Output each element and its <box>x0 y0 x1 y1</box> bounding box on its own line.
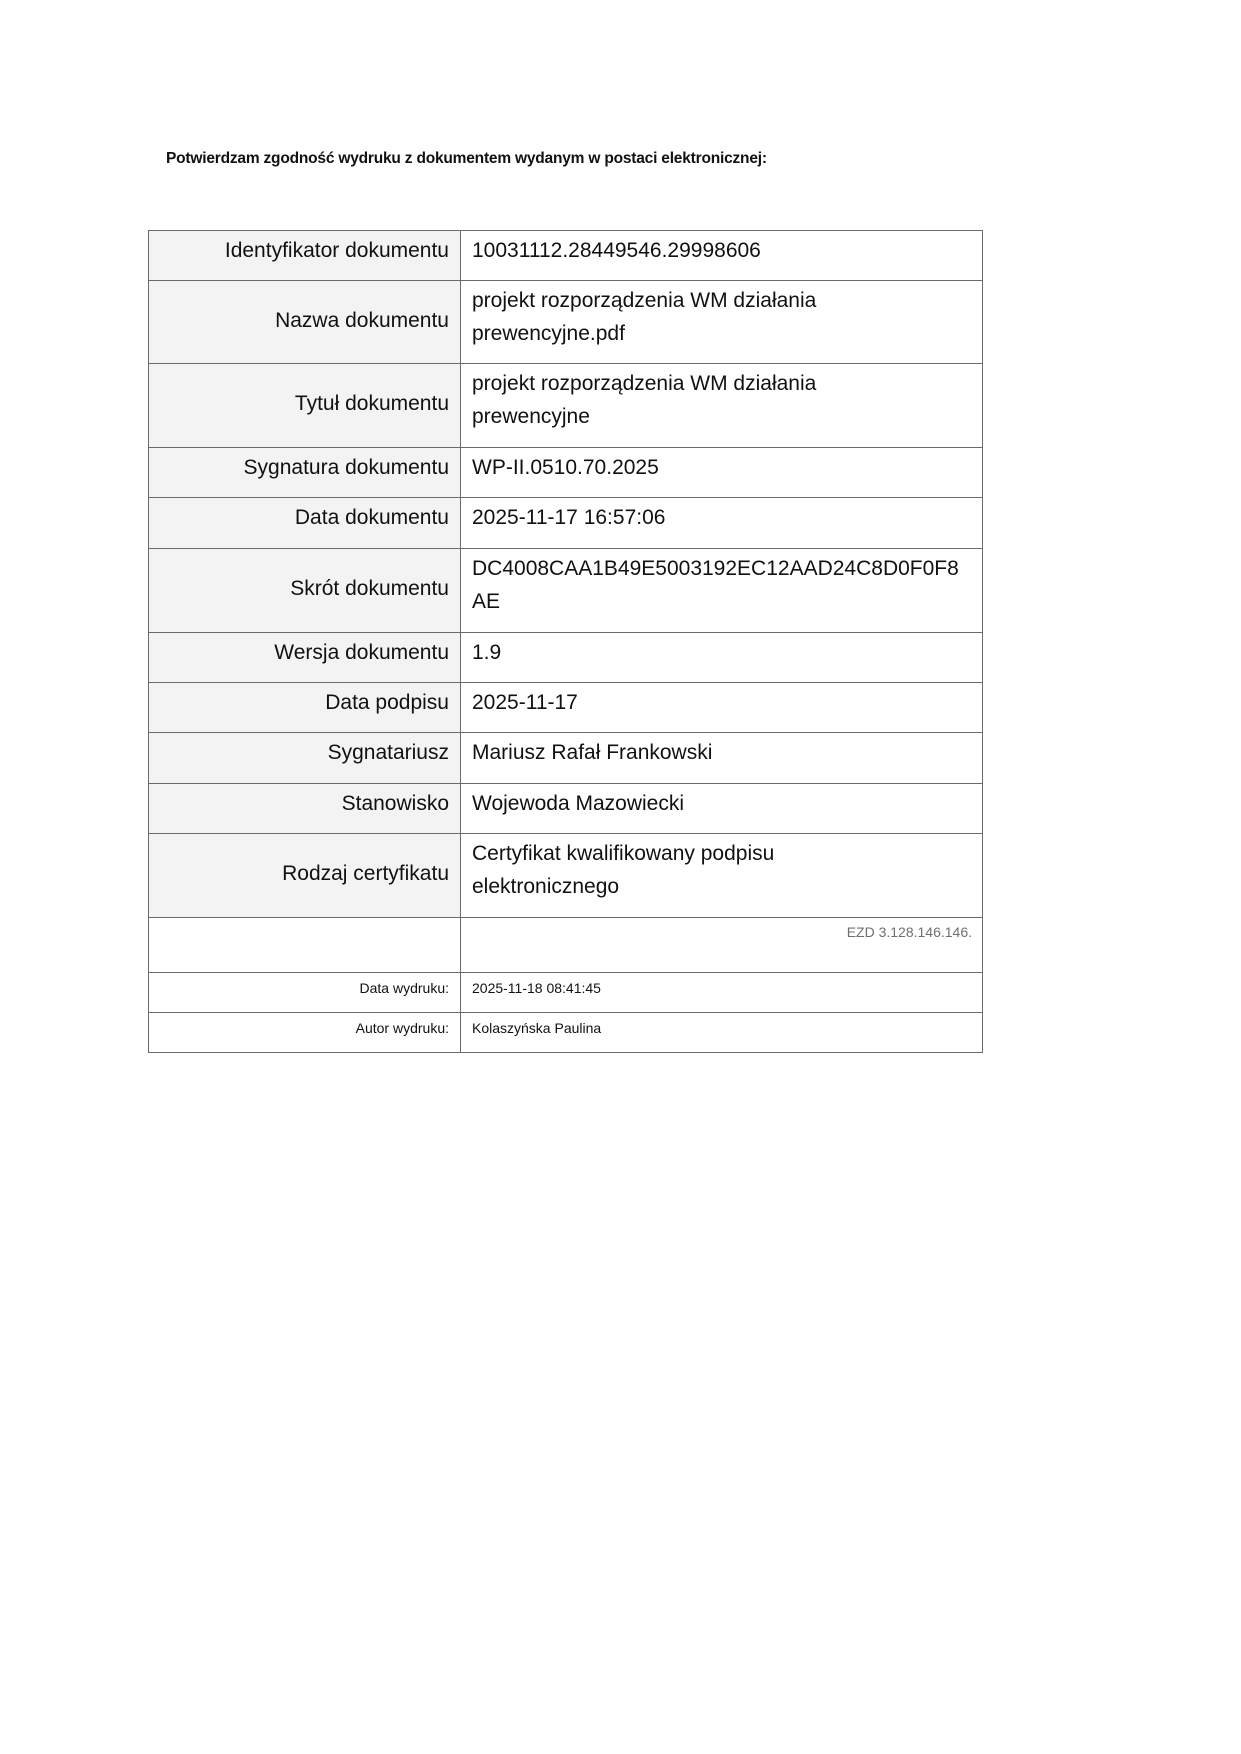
value-document-version: 1.9 <box>461 633 983 683</box>
value-line: Certyfikat kwalifikowany podpisu <box>472 842 775 865</box>
value-document-date: 2025-11-17 16:57:06 <box>461 498 983 549</box>
table-row-system-version <box>149 918 983 973</box>
label-print-author: Autor wydruku: <box>149 1013 461 1053</box>
value-document-id: 10031112.28449546.29998606 <box>461 231 983 281</box>
label-certificate-type: Rodzaj certyfikatu <box>149 834 461 918</box>
table-row-print-date <box>149 973 983 1013</box>
value-document-title <box>461 364 983 448</box>
value-line: prewencyjne.pdf <box>472 322 625 345</box>
label-document-hash: Skrót dokumentu <box>149 549 461 633</box>
label-signature-date: Data podpisu <box>149 683 461 733</box>
table-row-document-date <box>149 498 983 549</box>
value-print-author: Kolaszyńska Paulina <box>461 1013 983 1053</box>
label-signatory: Sygnatariusz <box>149 733 461 784</box>
value-line: elektronicznego <box>472 875 620 898</box>
label-document-name: Nazwa dokumentu <box>149 281 461 364</box>
value-document-name <box>461 281 983 364</box>
table-row-document-name <box>149 281 983 364</box>
value-certificate-type <box>461 834 983 918</box>
value-line: projekt rozporządzenia WM działania <box>472 372 817 395</box>
table-row-signatory <box>149 733 983 784</box>
table-row-position <box>149 784 983 834</box>
value-signature-date: 2025-11-17 <box>461 683 983 733</box>
label-document-version: Wersja dokumentu <box>149 633 461 683</box>
table-row-print-author <box>149 1013 983 1053</box>
label-document-date: Data dokumentu <box>149 498 461 549</box>
table-row-document-signature <box>149 448 983 498</box>
system-version: EZD 3.128.146.146. <box>461 918 983 973</box>
value-line: AE <box>472 590 501 613</box>
value-document-signature: WP-II.0510.70.2025 <box>461 448 983 498</box>
document-metadata-table <box>148 230 983 1053</box>
label-document-title: Tytuł dokumentu <box>149 364 461 448</box>
table-row-document-title <box>149 364 983 448</box>
table-row-document-version <box>149 633 983 683</box>
label-document-id: Identyfikator dokumentu <box>149 231 461 281</box>
table-row-document-hash <box>149 549 983 633</box>
value-line: prewencyjne <box>472 405 590 428</box>
value-print-date: 2025-11-18 08:41:45 <box>461 973 983 1013</box>
value-signatory: Mariusz Rafał Frankowski <box>461 733 983 784</box>
empty-cell <box>149 918 461 973</box>
confirmation-heading: Potwierdzam zgodność wydruku z dokumentem wydanym w postaci elektronicznej: <box>166 150 767 167</box>
table-row-certificate-type <box>149 834 983 918</box>
value-line: projekt rozporządzenia WM działania <box>472 289 817 312</box>
label-position: Stanowisko <box>149 784 461 834</box>
value-document-hash <box>461 549 983 633</box>
label-document-signature: Sygnatura dokumentu <box>149 448 461 498</box>
label-print-date: Data wydruku: <box>149 973 461 1013</box>
value-position: Wojewoda Mazowiecki <box>461 784 983 834</box>
value-line: DC4008CAA1B49E5003192EC12AAD24C8D0F0F8 <box>472 557 959 580</box>
table-row-signature-date <box>149 683 983 733</box>
table-row-document-id <box>149 231 983 281</box>
